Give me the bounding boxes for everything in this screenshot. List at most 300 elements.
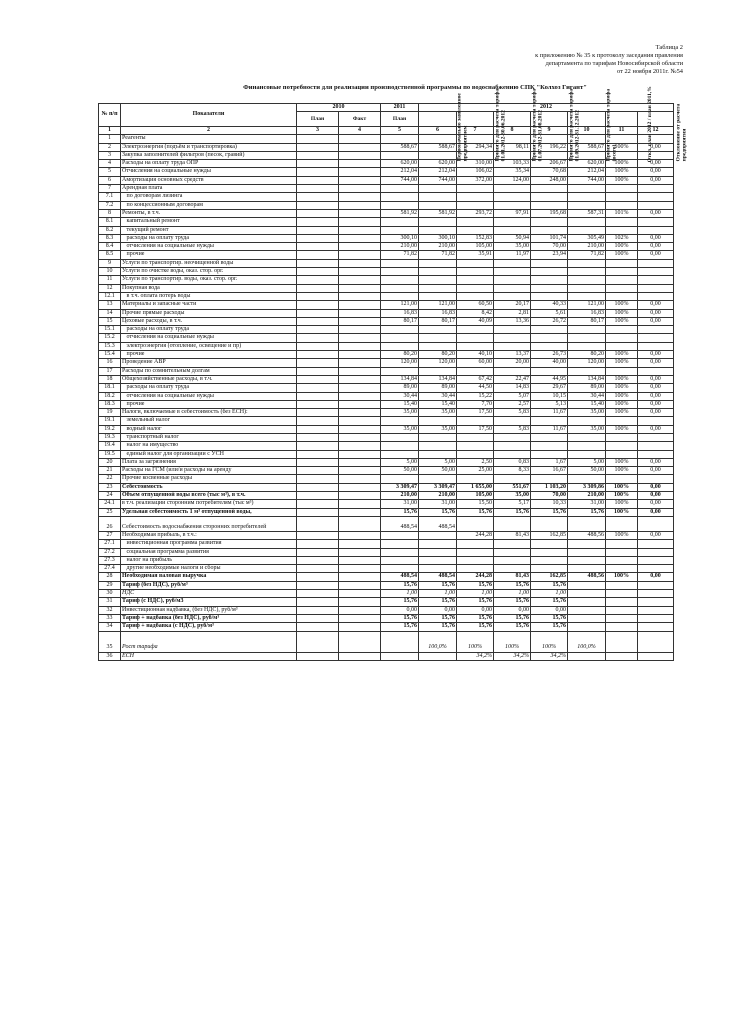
value-cell <box>339 160 381 168</box>
value-cell <box>606 516 638 531</box>
value-cell <box>531 276 568 284</box>
value-cell: 488,54 <box>381 516 419 531</box>
value-cell: 0,00 <box>638 384 674 392</box>
col-indicator-header: Показатели <box>121 104 297 127</box>
value-cell <box>339 392 381 400</box>
value-cell <box>381 475 419 483</box>
value-cell <box>638 450 674 458</box>
value-cell <box>297 243 339 251</box>
value-cell <box>531 292 568 300</box>
value-cell <box>531 342 568 350</box>
value-cell <box>297 185 339 193</box>
value-cell <box>494 268 531 276</box>
value-cell: 0,00 <box>638 301 674 309</box>
row-indicator: расходы на оплату труда <box>121 384 297 392</box>
value-cell <box>531 442 568 450</box>
value-cell: 581,92 <box>419 209 457 217</box>
value-cell: 305,49 <box>568 234 606 242</box>
row-number: 24 <box>99 492 121 500</box>
value-cell: 100% <box>606 425 638 433</box>
value-cell <box>531 201 568 209</box>
value-cell: 134,84 <box>419 375 457 383</box>
table-row <box>99 606 674 614</box>
value-cell <box>297 284 339 292</box>
value-cell: 2,81 <box>494 309 531 317</box>
column-number-cell: 12 <box>638 127 674 135</box>
value-cell: 620,00 <box>568 160 606 168</box>
value-cell: 20,17 <box>494 301 531 309</box>
value-cell <box>638 540 674 548</box>
value-cell <box>339 531 381 539</box>
value-cell <box>638 292 674 300</box>
value-cell <box>457 276 494 284</box>
value-cell <box>531 218 568 226</box>
value-cell <box>606 475 638 483</box>
value-cell <box>339 292 381 300</box>
value-cell <box>297 548 339 556</box>
table-row <box>99 234 674 242</box>
value-cell <box>568 433 606 441</box>
value-cell <box>494 276 531 284</box>
value-cell <box>381 151 419 159</box>
table-row <box>99 475 674 483</box>
value-cell: 31,00 <box>419 500 457 508</box>
row-indicator: по договорам лизинга <box>121 193 297 201</box>
value-cell <box>419 548 457 556</box>
table-row <box>99 442 674 450</box>
value-cell <box>297 326 339 334</box>
value-cell: 100% <box>531 631 568 652</box>
value-cell <box>339 400 381 408</box>
value-cell <box>568 598 606 606</box>
value-cell: 100% <box>606 143 638 151</box>
value-cell: 15,76 <box>457 581 494 589</box>
value-cell <box>297 209 339 217</box>
value-cell <box>381 417 419 425</box>
value-cell: 16,83 <box>568 309 606 317</box>
row-number: 12.1 <box>99 292 121 300</box>
value-cell: 0,00 <box>638 409 674 417</box>
value-cell: 14,83 <box>494 384 531 392</box>
row-number: 8 <box>99 209 121 217</box>
value-cell: 89,00 <box>381 384 419 392</box>
row-indicator: Ремонты, в т.ч. <box>121 209 297 217</box>
value-cell: 40,09 <box>457 317 494 325</box>
value-cell: 89,00 <box>419 384 457 392</box>
row-number: 21 <box>99 467 121 475</box>
value-cell: 71,82 <box>381 251 419 259</box>
row-indicator: Налоги, включаемые в себестоимость (без ЕСН): <box>121 409 297 417</box>
value-cell <box>531 326 568 334</box>
value-cell <box>297 565 339 573</box>
value-cell: 0,00 <box>638 234 674 242</box>
table-row <box>99 292 674 300</box>
table-row <box>99 590 674 598</box>
row-indicator: налог на прибыль <box>121 556 297 564</box>
value-cell: 124,00 <box>494 176 531 184</box>
value-cell: 210,00 <box>419 243 457 251</box>
table-row <box>99 614 674 622</box>
year-2011-header: 2011 <box>381 104 419 112</box>
value-cell <box>638 475 674 483</box>
value-cell <box>457 442 494 450</box>
value-cell: 23,94 <box>531 251 568 259</box>
row-number: 28 <box>99 573 121 581</box>
row-indicator: Реагенты <box>121 135 297 143</box>
value-cell: 11,67 <box>531 409 568 417</box>
value-cell <box>339 135 381 143</box>
value-cell: 0,00 <box>381 606 419 614</box>
value-cell <box>638 193 674 201</box>
value-cell <box>339 351 381 359</box>
value-cell: 17,50 <box>457 409 494 417</box>
value-cell: 0,83 <box>494 458 531 466</box>
value-cell <box>606 268 638 276</box>
value-cell: 310,00 <box>457 160 494 168</box>
row-indicator: Себестоимость <box>121 483 297 491</box>
row-number: 31 <box>99 598 121 606</box>
value-cell: 620,00 <box>381 160 419 168</box>
value-cell: 1,00 <box>531 590 568 598</box>
value-cell <box>339 168 381 176</box>
value-cell <box>339 565 381 573</box>
col-accepted-total: Принято для расчета тарифа (всего) <box>568 112 606 127</box>
value-cell <box>297 334 339 342</box>
value-cell <box>494 193 531 201</box>
value-cell <box>339 483 381 491</box>
row-indicator: Расходы на оплату труда ОПР <box>121 160 297 168</box>
row-number: 18.2 <box>99 392 121 400</box>
value-cell: 100% <box>606 409 638 417</box>
value-cell: 60,00 <box>457 359 494 367</box>
value-cell <box>339 475 381 483</box>
value-cell: 162,85 <box>531 573 568 581</box>
value-cell <box>381 193 419 201</box>
table-row <box>99 516 674 531</box>
row-indicator: Отчисления на социальные нужды <box>121 168 297 176</box>
table-row <box>99 342 674 350</box>
value-cell <box>568 606 606 614</box>
value-cell <box>339 516 381 531</box>
value-cell: 15,50 <box>457 500 494 508</box>
row-indicator: по концессионным договорам <box>121 201 297 209</box>
value-cell <box>297 492 339 500</box>
value-cell: 195,68 <box>531 209 568 217</box>
row-number: 5 <box>99 168 121 176</box>
value-cell: 8,42 <box>457 309 494 317</box>
value-cell <box>606 548 638 556</box>
value-cell <box>638 590 674 598</box>
value-cell <box>494 201 531 209</box>
value-cell <box>297 193 339 201</box>
column-number-cell: 9 <box>531 127 568 135</box>
value-cell <box>339 342 381 350</box>
value-cell <box>381 540 419 548</box>
value-cell: 100% <box>606 317 638 325</box>
row-indicator: капитальный ремонт <box>121 218 297 226</box>
value-cell <box>568 193 606 201</box>
value-cell: 35,00 <box>494 492 531 500</box>
row-number: 23 <box>99 483 121 491</box>
value-cell <box>381 433 419 441</box>
table-row <box>99 409 674 417</box>
row-number: 27.4 <box>99 565 121 573</box>
value-cell: 98,11 <box>494 143 531 151</box>
value-cell: 40,00 <box>531 359 568 367</box>
table-row <box>99 326 674 334</box>
value-cell: 15,22 <box>457 392 494 400</box>
value-cell <box>531 433 568 441</box>
value-cell: 35,00 <box>494 243 531 251</box>
value-cell: 89,00 <box>568 384 606 392</box>
value-cell: 80,17 <box>419 317 457 325</box>
value-cell: 34,2% <box>494 652 531 660</box>
value-cell: 100% <box>606 573 638 581</box>
value-cell: 40,10 <box>457 351 494 359</box>
value-cell <box>339 409 381 417</box>
row-number: 30 <box>99 590 121 598</box>
value-cell: 0,00 <box>638 243 674 251</box>
row-number: 18.3 <box>99 400 121 408</box>
value-cell: 71,82 <box>419 251 457 259</box>
row-number: 8.1 <box>99 218 121 226</box>
value-cell: 5,00 <box>568 458 606 466</box>
value-cell <box>638 581 674 589</box>
value-cell <box>457 342 494 350</box>
row-number: 35 <box>99 631 121 652</box>
value-cell <box>419 151 457 159</box>
value-cell <box>419 276 457 284</box>
value-cell: 100% <box>606 492 638 500</box>
value-cell <box>339 581 381 589</box>
value-cell <box>531 268 568 276</box>
value-cell: 2,50 <box>457 458 494 466</box>
value-cell <box>494 540 531 548</box>
value-cell <box>339 276 381 284</box>
value-cell <box>638 598 674 606</box>
column-number-cell: 10 <box>568 127 606 135</box>
column-number-cell: 5 <box>381 127 419 135</box>
value-cell <box>494 367 531 375</box>
value-cell <box>297 623 339 631</box>
value-cell <box>339 417 381 425</box>
value-cell: 25,00 <box>457 467 494 475</box>
value-cell <box>494 342 531 350</box>
value-cell <box>297 652 339 660</box>
value-cell <box>606 450 638 458</box>
value-cell <box>297 442 339 450</box>
value-cell: 294,34 <box>457 143 494 151</box>
value-cell: 0,00 <box>638 209 674 217</box>
value-cell <box>339 433 381 441</box>
value-cell <box>297 433 339 441</box>
value-cell: 15,76 <box>531 508 568 516</box>
value-cell <box>297 234 339 242</box>
table-row <box>99 392 674 400</box>
value-cell: 210,00 <box>568 492 606 500</box>
row-number: 22 <box>99 475 121 483</box>
value-cell: 105,00 <box>457 492 494 500</box>
value-cell <box>419 531 457 539</box>
value-cell <box>494 516 531 531</box>
value-cell <box>419 450 457 458</box>
value-cell <box>606 292 638 300</box>
value-cell <box>381 565 419 573</box>
row-indicator: отчисления на социальные нужды <box>121 334 297 342</box>
value-cell: 100% <box>606 243 638 251</box>
value-cell <box>419 652 457 660</box>
col-accepted-h1: Принято для расчета тарифа 01.01.2012-30.06.2012 <box>457 112 494 127</box>
value-cell: 488,54 <box>419 516 457 531</box>
value-cell <box>297 409 339 417</box>
value-cell: 488,56 <box>568 573 606 581</box>
column-number-cell: 7 <box>457 127 494 135</box>
value-cell <box>339 185 381 193</box>
row-indicator: Закупка заполнителей фильтров (песок, гравий) <box>121 151 297 159</box>
value-cell <box>381 201 419 209</box>
value-cell: 587,31 <box>568 209 606 217</box>
value-cell <box>457 417 494 425</box>
row-number: 4 <box>99 160 121 168</box>
row-indicator: Расходы на ГСМ (или/и расходы на аренду <box>121 467 297 475</box>
column-number-cell: 3 <box>297 127 339 135</box>
row-number: 11 <box>99 276 121 284</box>
value-cell: 15,76 <box>457 623 494 631</box>
row-indicator: НДС <box>121 590 297 598</box>
value-cell <box>339 309 381 317</box>
value-cell: 100% <box>606 176 638 184</box>
value-cell: 5,00 <box>381 458 419 466</box>
row-number: 15.2 <box>99 334 121 342</box>
value-cell <box>381 450 419 458</box>
value-cell <box>297 168 339 176</box>
table-row <box>99 556 674 564</box>
value-cell: 35,00 <box>381 425 419 433</box>
value-cell <box>494 433 531 441</box>
value-cell <box>568 516 606 531</box>
column-numbers-row <box>99 127 674 135</box>
value-cell <box>297 226 339 234</box>
value-cell <box>297 351 339 359</box>
value-cell <box>531 540 568 548</box>
value-cell: 35,00 <box>568 409 606 417</box>
row-indicator: Удельная себестоимость 1 м³ отпущенной воды, <box>121 508 297 516</box>
row-number: 26 <box>99 516 121 531</box>
value-cell <box>419 326 457 334</box>
value-cell: 10,15 <box>531 392 568 400</box>
value-cell <box>339 614 381 622</box>
value-cell <box>339 284 381 292</box>
row-indicator: земельный налог <box>121 417 297 425</box>
value-cell: 100% <box>606 500 638 508</box>
value-cell <box>606 581 638 589</box>
value-cell: 70,00 <box>531 492 568 500</box>
value-cell <box>638 367 674 375</box>
table-number: Таблица 2 <box>655 44 683 51</box>
value-cell <box>531 193 568 201</box>
table-row <box>99 652 674 660</box>
value-cell: 244,28 <box>457 573 494 581</box>
value-cell: 2,57 <box>494 400 531 408</box>
value-cell: 1,00 <box>457 590 494 598</box>
row-indicator: Электроэнергия (подъём и транспортировка) <box>121 143 297 151</box>
value-cell <box>568 581 606 589</box>
row-indicator: социальная программа развития <box>121 548 297 556</box>
value-cell: 100% <box>606 483 638 491</box>
value-cell: 1 655,00 <box>457 483 494 491</box>
value-cell <box>531 367 568 375</box>
value-cell: 80,20 <box>419 351 457 359</box>
row-number: 19 <box>99 409 121 417</box>
value-cell: 0,00 <box>457 606 494 614</box>
value-cell <box>339 556 381 564</box>
row-number: 36 <box>99 652 121 660</box>
row-number: 12 <box>99 284 121 292</box>
value-cell: 60,50 <box>457 301 494 309</box>
value-cell: 488,54 <box>381 573 419 581</box>
row-number: 19.2 <box>99 425 121 433</box>
value-cell <box>297 516 339 531</box>
value-cell: 244,28 <box>457 531 494 539</box>
value-cell <box>531 417 568 425</box>
value-cell: 0,00 <box>638 483 674 491</box>
value-cell <box>339 442 381 450</box>
table-row <box>99 301 674 309</box>
value-cell <box>297 573 339 581</box>
value-cell <box>381 556 419 564</box>
value-cell <box>531 185 568 193</box>
row-number: 17 <box>99 367 121 375</box>
value-cell <box>568 614 606 622</box>
row-indicator: отчисления на социальные нужды <box>121 392 297 400</box>
value-cell <box>419 185 457 193</box>
value-cell: 0,00 <box>638 251 674 259</box>
value-cell <box>568 201 606 209</box>
value-cell: 588,67 <box>568 143 606 151</box>
value-cell <box>638 276 674 284</box>
value-cell <box>606 606 638 614</box>
value-cell <box>419 226 457 234</box>
value-cell <box>339 176 381 184</box>
value-cell: 15,76 <box>494 623 531 631</box>
value-cell: 293,72 <box>457 209 494 217</box>
value-cell <box>606 598 638 606</box>
value-cell <box>297 292 339 300</box>
table-row <box>99 185 674 193</box>
row-number: 7.2 <box>99 201 121 209</box>
value-cell: 3 309,47 <box>419 483 457 491</box>
value-cell <box>339 623 381 631</box>
row-number: 15.1 <box>99 326 121 334</box>
value-cell <box>297 425 339 433</box>
document-title: Финансовые потребности для реализации производственной программы по водоснабжению СПК "Колхоз Гигант" <box>243 84 587 91</box>
row-indicator: в т.ч. реализации сторонним потребителям (тыс м³) <box>121 500 297 508</box>
value-cell <box>339 334 381 342</box>
value-cell: 488,56 <box>568 531 606 539</box>
table-row <box>99 417 674 425</box>
value-cell: 30,44 <box>419 392 457 400</box>
col-initial-declared: Первоначально заявленное предприятием <box>419 112 457 127</box>
value-cell <box>638 652 674 660</box>
value-cell <box>638 185 674 193</box>
value-cell: 35,00 <box>419 425 457 433</box>
value-cell: 35,00 <box>568 425 606 433</box>
value-cell <box>419 433 457 441</box>
value-cell <box>568 326 606 334</box>
value-cell: 5,00 <box>419 458 457 466</box>
value-cell: 100% <box>606 309 638 317</box>
row-indicator: Арендная плата <box>121 185 297 193</box>
